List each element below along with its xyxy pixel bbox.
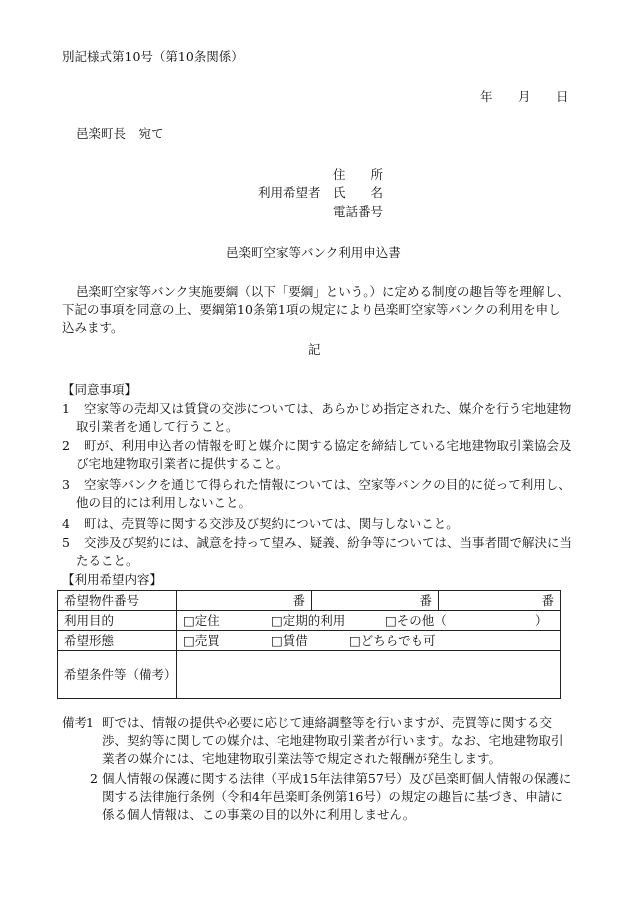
document-title: 邑楽町空家等バンク利用申込書 bbox=[226, 245, 401, 260]
consent-item-text: 交渉及び契約には、誠意を持って望み、疑義、紛争等については、当事者間で解決に当たること。 bbox=[76, 535, 573, 568]
table-row bbox=[58, 651, 561, 699]
intro-paragraph: 邑楽町空家等バンク実施要綱（以下「要綱」という。）に定める制度の趣旨等を理解し、下記の事項を同意の上、要綱第10条第1項の規定により邑楽町空家等バンクの利用を申し込みます。 bbox=[62, 284, 570, 335]
note-text: 町では、情報の提供や必要に応じて連絡調整等を行いますが、売買等に関する交渉、契約等に関しての媒介は、宅地建物取引業者が行います。なお、宅地建物取引業者の媒介には、宅地建物取引業法等で規定された報酬が発生します。 bbox=[102, 715, 564, 766]
consent-item-number: 4 bbox=[62, 516, 70, 531]
consent-item-text: 空家等の売却又は賃貸の交渉については、あらかじめ指定された、媒介を行う宅地建物取引業者を通して行うこと。 bbox=[76, 401, 572, 434]
form-checkbox-either[interactable]: □どちらでも可 bbox=[349, 632, 436, 648]
consent-item-number: 2 bbox=[62, 438, 70, 453]
table-row bbox=[58, 631, 561, 651]
consent-item-number: 5 bbox=[62, 535, 70, 550]
addressee: 邑楽町長 宛て bbox=[76, 126, 164, 141]
date-year: 年 bbox=[480, 89, 493, 104]
ban-suffix: 番 bbox=[541, 592, 554, 608]
table-row bbox=[58, 591, 561, 611]
hope-heading: 【利用希望内容】 bbox=[62, 572, 163, 587]
ban-suffix: 番 bbox=[419, 592, 432, 608]
form-options bbox=[177, 631, 561, 651]
purpose-label: 利用目的 bbox=[58, 611, 177, 631]
consent-item-text: 空家等バンクを通じて得られた情報については、空家等バンクの目的に従って利用し、他の目的には利用しないこと。 bbox=[76, 477, 571, 510]
conditions-label: 希望条件等（備考） bbox=[58, 651, 177, 699]
property-number-label: 希望物件番号 bbox=[58, 591, 177, 611]
conditions-field[interactable] bbox=[177, 651, 561, 699]
note-text: 個人情報の保護に関する法律（平成15年法律第57号）及び邑楽町個人情報の保護に関する法律施行条例（令和4年邑楽町条例第16号）の規定の趣旨に基づき、申請に係る個人情報は、この事業の目的以外に利用しません。 bbox=[102, 771, 572, 822]
form-checkbox-lease[interactable]: □賃借 bbox=[271, 632, 308, 648]
property-number-cell-1[interactable] bbox=[177, 591, 312, 611]
name-label: 氏 名 bbox=[333, 185, 384, 200]
note-number: 1 bbox=[86, 715, 94, 730]
notes-label: 備考 bbox=[62, 715, 88, 730]
date-day: 日 bbox=[556, 89, 569, 104]
purpose-checkbox-periodic[interactable]: □定期的利用 bbox=[271, 612, 346, 628]
consent-heading: 【同意事項】 bbox=[62, 382, 138, 397]
form-code: 別記様式第10号（第10条関係） bbox=[62, 49, 244, 64]
note-number: 2 bbox=[90, 771, 98, 786]
ki-label: 記 bbox=[308, 342, 321, 357]
consent-item-text: 町が、利用申込者の情報を町と媒介に関する協定を締結している宅地建物取引業協会及び宅地建物取引業者に提供すること。 bbox=[76, 438, 572, 471]
consent-item-number: 1 bbox=[62, 401, 70, 416]
form-checkbox-sale[interactable]: □売買 bbox=[183, 632, 220, 648]
purpose-other-close: ） bbox=[535, 612, 548, 628]
property-number-cell-3[interactable] bbox=[439, 591, 561, 611]
form-label: 希望形態 bbox=[58, 631, 177, 651]
address-label: 住 所 bbox=[333, 167, 384, 182]
purpose-checkbox-other[interactable]: □その他（ bbox=[385, 612, 447, 628]
consent-item-number: 3 bbox=[62, 477, 70, 492]
purpose-checkbox-settle[interactable]: □定住 bbox=[183, 612, 220, 628]
hope-table bbox=[57, 590, 561, 699]
ban-suffix: 番 bbox=[292, 592, 305, 608]
property-number-cell-2[interactable] bbox=[312, 591, 439, 611]
date-month: 月 bbox=[518, 89, 531, 104]
applicant-heading: 利用希望者 bbox=[258, 185, 321, 200]
table-row bbox=[58, 611, 561, 631]
consent-item-text: 町は、売買等に関する交渉及び契約については、関与しないこと。 bbox=[84, 516, 459, 531]
phone-label: 電話番号 bbox=[333, 204, 384, 219]
purpose-options bbox=[177, 611, 561, 631]
